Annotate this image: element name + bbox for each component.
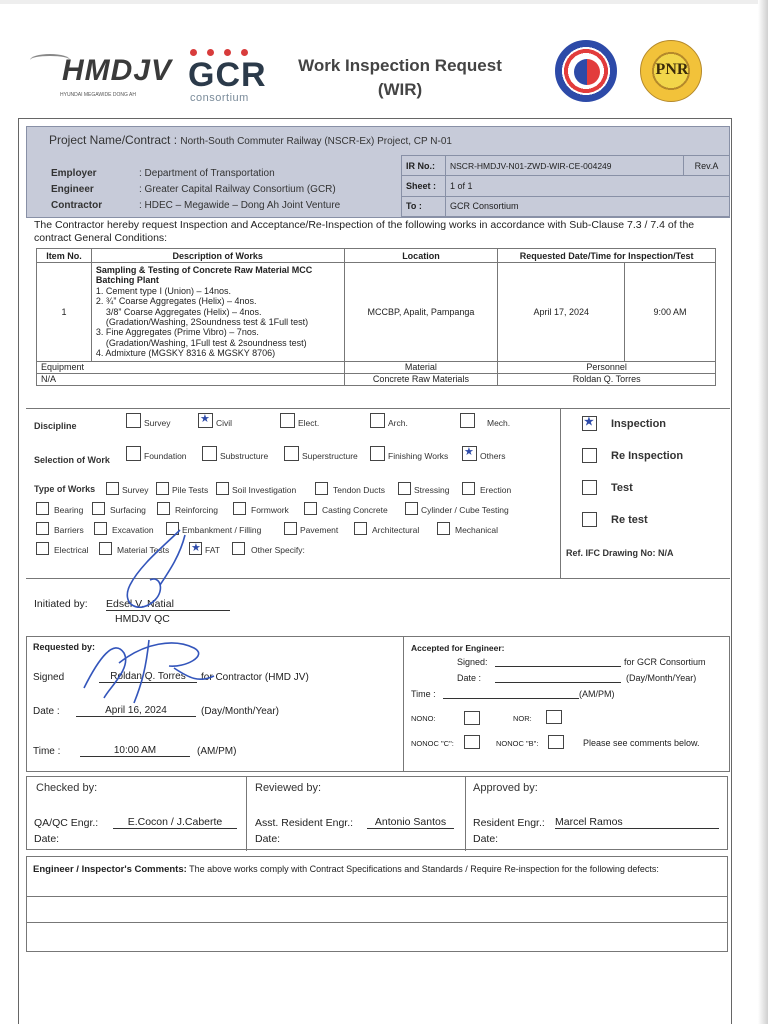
request-date-label: Date :: [33, 706, 60, 717]
re-inspection-option[interactable]: [582, 448, 683, 463]
description-line: 3/8” Coarse Aggregates (Helix) – 4nos.: [105, 306, 262, 317]
checked-date-label: Date:: [34, 833, 60, 845]
checkbox-checked[interactable]: [189, 542, 202, 555]
accepted-date-format: (Day/Month/Year): [626, 673, 697, 683]
comment-line: [26, 896, 728, 897]
nono-label: NONO:: [411, 714, 436, 723]
asst-resident-engr-label: Asst. Resident Engr.:: [255, 817, 354, 829]
gcr-logo-sub: consortium: [190, 92, 249, 104]
requested-by-label: Requested by:: [33, 642, 96, 652]
ir-no-value: NSCR-HMDJV-N01-ZWD-WIR-CE-004249: [446, 156, 684, 176]
tow-soil[interactable]: [216, 482, 296, 495]
tow-stressing[interactable]: [398, 482, 449, 495]
inspection-option[interactable]: [582, 416, 666, 431]
option-label: Test: [611, 481, 633, 494]
project-title-label: Project Name/Contract :: [49, 133, 178, 147]
option-label: Material Tests: [117, 545, 170, 555]
tow-architectural[interactable]: [354, 522, 419, 535]
option-label: Electrical: [54, 545, 89, 555]
checkbox[interactable]: [202, 446, 217, 461]
signed-label: Signed: [33, 672, 65, 683]
form-header: [25, 40, 745, 110]
comment-line: [26, 922, 728, 923]
checkbox[interactable]: [462, 482, 475, 495]
equipment-label: Equipment: [37, 361, 345, 373]
option-label: Formwork: [251, 505, 289, 515]
selection-of-work-label: Selection of Work: [34, 455, 110, 465]
discipline-mech[interactable]: [460, 413, 510, 428]
form-title-line2: (WIR): [377, 80, 423, 99]
scan-edge: [758, 0, 768, 1024]
requested-datetime-header: Requested Date/Time for Inspection/Test: [498, 249, 716, 263]
tow-survey[interactable]: [106, 482, 148, 495]
engineer-label: Engineer: [51, 184, 94, 195]
nonoc-c-checkbox[interactable]: [464, 735, 480, 749]
employer-value: : Department of Transportation: [139, 168, 275, 179]
option-label: Stressing: [414, 485, 450, 495]
checkbox[interactable]: [315, 482, 328, 495]
material-label: Material: [344, 361, 498, 373]
tow-mechanical[interactable]: [437, 522, 498, 535]
nonoc-b-checkbox[interactable]: [548, 735, 564, 749]
description-line: (Gradation/Washing, 2Soundness test & 1Full test): [105, 317, 309, 328]
requested-time-cell: 9:00 AM: [625, 263, 716, 362]
works-table: [36, 248, 716, 386]
tow-other-specify[interactable]: [232, 542, 305, 555]
tow-cylinder[interactable]: [405, 502, 509, 515]
project-title: [49, 133, 452, 147]
option-label: FAT: [205, 545, 220, 555]
tow-pavement[interactable]: [284, 522, 338, 535]
item-no-cell: 1: [37, 263, 92, 362]
tow-bearing[interactable]: [36, 502, 83, 515]
intro-text: The Contractor hereby request Inspection and Acceptance/Re-Inspection of the following works in accordance with Sub-Clause 7.3 / 7.4 of the contract General Conditions:: [34, 219, 695, 244]
option-label: Arch.: [388, 418, 408, 428]
request-time-value: 10:00 AM: [80, 745, 190, 757]
checkbox[interactable]: [94, 522, 107, 535]
personnel-label: Personnel: [498, 361, 716, 373]
accepted-time-format: (AM/PM): [579, 689, 615, 699]
equipment-value: N/A: [37, 373, 345, 385]
checkbox-checked[interactable]: [198, 413, 213, 428]
qaqc-engr-label: QA/QC Engr.:: [34, 817, 99, 829]
column-divider: [465, 777, 466, 851]
checkbox[interactable]: [166, 522, 179, 535]
type-of-works-label: Type of Works: [34, 484, 96, 494]
request-time-label: Time :: [33, 746, 61, 757]
checkbox-checked[interactable]: [462, 446, 477, 461]
tow-electrical[interactable]: [36, 542, 88, 555]
description-cell: [91, 263, 344, 362]
resident-engr-label: Resident Engr.:: [473, 817, 545, 829]
option-label: Substructure: [220, 451, 269, 461]
project-title-value: North-South Commuter Railway (NSCR-Ex) Project, CP N-01: [180, 136, 452, 147]
approved-by-label: Approved by:: [473, 782, 538, 794]
column-divider: [246, 777, 247, 851]
form-title-line1: Work Inspection Request: [298, 56, 502, 75]
comments-label: Engineer / Inspector's Comments:: [33, 864, 187, 875]
dotr-seal-icon: [555, 40, 617, 102]
checkbox[interactable]: [36, 502, 49, 515]
nono-checkbox[interactable]: [464, 711, 480, 725]
checkbox[interactable]: [582, 512, 597, 527]
tow-fat[interactable]: [189, 542, 220, 555]
to-value: GCR Consortium: [446, 196, 730, 216]
tow-formwork[interactable]: [233, 502, 289, 515]
option-label: Others: [480, 451, 506, 461]
option-label: Excavation: [112, 525, 154, 535]
initiated-by-role: HMDJV QC: [115, 613, 170, 625]
hmdjv-logo-text: HMDJV: [62, 54, 173, 87]
selection-finishing[interactable]: [370, 446, 448, 461]
checkbox[interactable]: [354, 522, 367, 535]
discipline-civil[interactable]: [198, 413, 232, 428]
tow-surfacing[interactable]: [92, 502, 146, 515]
table-row: [37, 263, 716, 362]
checkbox[interactable]: [405, 502, 418, 515]
option-label: Foundation: [144, 451, 187, 461]
option-label: Architectural: [372, 525, 420, 535]
description-line: 3. Fine Aggregates (Prime Vibro) – 7nos.: [95, 327, 259, 338]
accepted-signed-label: Signed:: [457, 657, 488, 667]
option-label: Elect.: [298, 418, 320, 428]
tow-erection[interactable]: [462, 482, 511, 495]
sheet-value: 1 of 1: [446, 176, 730, 196]
checkbox[interactable]: [460, 413, 475, 428]
checkbox[interactable]: [304, 502, 317, 515]
checkbox[interactable]: [232, 542, 245, 555]
option-label: Re Inspection: [611, 449, 684, 462]
discipline-arch[interactable]: [370, 413, 408, 428]
option-label: Soil Investigation: [232, 485, 297, 495]
option-label: Finishing Works: [388, 451, 449, 461]
checkbox[interactable]: [582, 480, 597, 495]
option-label: Erection: [480, 485, 512, 495]
location-header: Location: [344, 249, 498, 263]
checkbox[interactable]: [36, 542, 49, 555]
option-label: Reinforcing: [175, 505, 218, 515]
to-label: To :: [402, 196, 446, 216]
option-label: Pile Tests: [172, 485, 209, 495]
accepted-for-engineer-label: Accepted for Engineer:: [411, 643, 505, 653]
checkbox[interactable]: [92, 502, 105, 515]
checkbox[interactable]: [284, 522, 297, 535]
tow-barriers[interactable]: [36, 522, 84, 535]
tow-pile-tests[interactable]: [156, 482, 208, 495]
material-value: Concrete Raw Materials: [344, 373, 498, 385]
selection-substructure[interactable]: [202, 446, 268, 461]
reviewed-by-label: Reviewed by:: [255, 782, 322, 794]
gcr-logo: [188, 48, 278, 103]
top-edge: [0, 0, 768, 4]
signed-name: Roldan Q. Torres: [99, 671, 197, 683]
request-date-format: (Day/Month/Year): [201, 706, 279, 717]
option-label: Tendon Ducts: [333, 485, 385, 495]
tow-casting[interactable]: [304, 502, 388, 515]
employer-label: Employer: [51, 168, 97, 179]
for-contractor-label: for Contractor (HMD JV): [201, 672, 309, 683]
checkbox[interactable]: [157, 502, 170, 515]
section-divider: [403, 636, 404, 772]
hmdjv-partners: HYUNDAI MEGAWIDE DONG AH: [60, 92, 136, 98]
gcr-logo-text: GCR: [188, 56, 267, 94]
checkbox[interactable]: [156, 482, 169, 495]
checkbox[interactable]: [370, 413, 385, 428]
option-label: Embankment / Filling: [182, 525, 262, 535]
tow-tendon[interactable]: [315, 482, 385, 495]
option-label: Inspection: [611, 417, 667, 430]
checkbox[interactable]: [126, 446, 141, 461]
gcr-dots-icon: [190, 48, 266, 56]
sheet-label: Sheet :: [402, 176, 446, 196]
asst-resident-engr-value: Antonio Santos: [367, 816, 454, 829]
tow-material-tests[interactable]: [99, 542, 169, 555]
checkbox[interactable]: [437, 522, 450, 535]
option-label: Casting Concrete: [322, 505, 388, 515]
tow-reinforcing[interactable]: [157, 502, 218, 515]
description-line: 2. ¾” Coarse Aggregates (Helix) – 4nos.: [95, 296, 257, 307]
pnr-seal-text: PNR: [655, 61, 689, 78]
qaqc-engr-value: E.Cocon / J.Caberte: [113, 816, 237, 829]
contractor-value: : HDEC – Megawide – Dong Ah Joint Venture: [139, 200, 341, 211]
item-no-header: Item No.: [37, 249, 92, 263]
discipline-label: Discipline: [34, 421, 77, 431]
option-label: Superstructure: [302, 451, 358, 461]
project-banner: [26, 126, 730, 218]
nonoc-c-label: NONOC "C":: [411, 739, 454, 748]
nor-label: NOR:: [513, 714, 532, 723]
option-label: Cylinder / Cube Testing: [421, 505, 509, 515]
ref-ifc-drawing: Ref. IFC Drawing No: N/A: [566, 548, 674, 558]
approved-date-label: Date:: [473, 833, 499, 845]
request-time-format: (AM/PM): [197, 746, 237, 757]
option-label: Re test: [611, 513, 648, 526]
comments-text: [33, 863, 713, 876]
contractor-label: Contractor: [51, 200, 103, 211]
accepted-time-line[interactable]: [443, 698, 579, 699]
checkbox[interactable]: [284, 446, 299, 461]
hmdjv-logo: [30, 48, 180, 98]
selection-foundation[interactable]: [126, 446, 187, 461]
engineer-value: : Greater Capital Railway Consortium (GCR): [139, 184, 336, 195]
option-label: Survey: [122, 485, 149, 495]
personnel-value: Roldan Q. Torres: [498, 373, 716, 385]
signoff-section: [26, 776, 728, 850]
nonoc-b-label: NONOC "B":: [496, 739, 539, 748]
comments-body[interactable]: The above works comply with Contract Specifications and Standards / Require Re-inspection for the following defects:: [189, 864, 659, 874]
checkbox[interactable]: [233, 502, 246, 515]
request-date-value: April 16, 2024: [76, 705, 196, 717]
location-cell: MCCBP, Apalit, Pampanga: [344, 263, 498, 362]
option-label: Mech.: [487, 418, 511, 428]
nor-checkbox[interactable]: [546, 710, 562, 724]
description-title-1: Sampling & Testing of Concrete Raw Material MCC: [95, 265, 313, 275]
option-label: Barriers: [54, 525, 84, 535]
checkbox[interactable]: [370, 446, 385, 461]
checkbox[interactable]: [216, 482, 229, 495]
option-label: Mechanical: [455, 525, 498, 535]
revision-value: Rev.A: [684, 156, 730, 176]
description-line: 1. Cement type I (Union) – 14nos.: [95, 285, 231, 296]
form-title: [280, 56, 520, 100]
tow-excavation[interactable]: [94, 522, 154, 535]
option-label: Survey: [144, 418, 171, 428]
checkbox[interactable]: [398, 482, 411, 495]
option-label: Bearing: [54, 505, 84, 515]
initiated-by-label: Initiated by:: [34, 598, 88, 610]
accepted-signed-line[interactable]: [495, 666, 621, 667]
checkbox-checked[interactable]: [582, 416, 597, 431]
option-label: Other Specify:: [251, 545, 305, 555]
checkbox[interactable]: [106, 482, 119, 495]
description-line: 4. Admixture (MGSKY 8316 & MGSKY 8706): [95, 348, 276, 359]
discipline-survey[interactable]: [126, 413, 170, 428]
checked-by-label: Checked by:: [36, 782, 98, 794]
description-title-2: Batching Plant: [95, 275, 159, 286]
selection-superstructure[interactable]: [284, 446, 358, 461]
re-test-option[interactable]: [582, 512, 648, 527]
checkbox[interactable]: [36, 522, 49, 535]
checkbox[interactable]: [126, 413, 141, 428]
test-option[interactable]: [582, 480, 633, 495]
tow-embankment[interactable]: [166, 522, 261, 535]
option-label: Pavement: [300, 525, 339, 535]
selection-others[interactable]: [462, 446, 506, 461]
reviewed-date-label: Date:: [255, 833, 281, 845]
option-label: Surfacing: [110, 505, 146, 515]
accepted-time-label: Time :: [411, 689, 436, 699]
accepted-date-line[interactable]: [495, 682, 621, 683]
requested-date-cell: April 17, 2024: [498, 263, 625, 362]
description-header: Description of Works: [91, 249, 344, 263]
checkbox[interactable]: [280, 413, 295, 428]
initiated-by-name: Edsel V. Natial: [106, 598, 230, 611]
see-comments-note: Please see comments below.: [583, 738, 700, 748]
option-label: Civil: [216, 418, 233, 428]
for-gcr-label: for GCR Consortium: [624, 657, 706, 667]
pnr-seal-icon: [640, 40, 702, 102]
resident-engr-value: Marcel Ramos: [555, 816, 719, 829]
ir-table: [401, 155, 730, 217]
description-line: (Gradation/Washing, 1Full test & 2soundness test): [105, 337, 307, 348]
checkbox[interactable]: [582, 448, 597, 463]
checkbox[interactable]: [99, 542, 112, 555]
accepted-date-label: Date :: [457, 673, 482, 683]
discipline-elect[interactable]: [280, 413, 319, 428]
ir-no-label: IR No.:: [402, 156, 446, 176]
